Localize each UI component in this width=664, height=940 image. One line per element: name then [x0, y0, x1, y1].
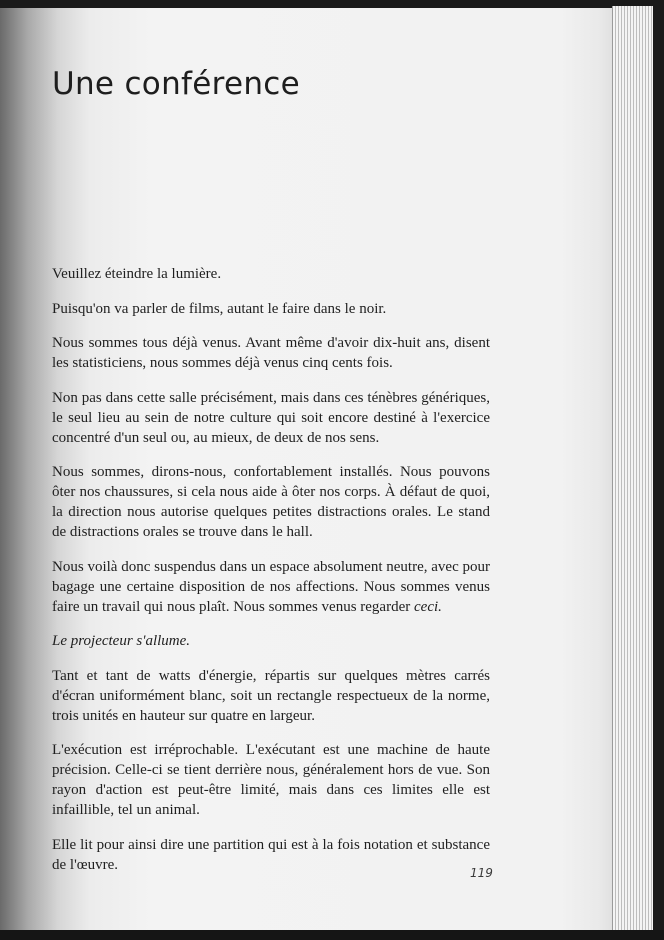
paragraph-2: Puisqu'on va parler de films, autant le faire dans le noir. — [52, 300, 387, 317]
paragraph-3: Nous sommes tous déjà venus. Avant même d'avoir dix-huit ans, disent les statisticiens, nous sommes déjà venus cinq cents fois. — [52, 335, 490, 371]
chapter-title: Une conférence — [52, 66, 301, 102]
page-number: 119 — [470, 866, 493, 880]
page-edges — [612, 6, 653, 930]
paragraph-1: Veuillez éteindre la lumière. — [52, 266, 222, 282]
book-page — [0, 8, 618, 936]
paragraph-8: Tant et tant de watts d'énergie, répartis sur quelques mètres carrés d'écran uniformément blanc, soit un rectangle respectueux de la norme, trois unités en hauteur sur quatre en largeur. — [52, 667, 490, 724]
paragraph-6-text: Nous voilà donc suspendus dans un espace absolument neutre, avec pour bagage une certaine disposition de nos affections. Nous sommes venus faire un travail qui nous plaît. Nous sommes venus regarder — [52, 558, 490, 615]
scan-border — [0, 930, 664, 940]
paragraph-6 — [52, 557, 490, 617]
stage-direction: Le projecteur s'allume. — [52, 633, 191, 649]
paragraph-5: Nous sommes, dirons-nous, confortablement installés. Nous pouvons ôter nos chaussures, si cela nous aide à ôter nos corps. À défaut de quoi, la direction nous autorise quelques petites distractions orales. Le stand de distractions orales se trouve dans le hall. — [52, 464, 490, 540]
paragraph-9: L'exécution est irréprochable. L'exécutant est une machine de haute précision. Celle-ci se tient derrière nous, généralement hors de vue. Son rayon d'action est peut-être limité, mais dans ces limites elle est infaillible, tel un animal. — [52, 742, 490, 818]
paragraph-10: Elle lit pour ainsi dire une partition qui est à la fois notation et substance de l'œuvre. — [52, 836, 490, 873]
paragraph-6-italic: ceci. — [414, 598, 442, 615]
paragraph-4: Non pas dans cette salle précisément, mais dans ces ténèbres génériques, le seul lieu au sein de notre culture qui soit encore destiné à l'exercice concentré d'un seul ou, au mieux, de deux de nos sens. — [52, 389, 490, 446]
body-text — [52, 264, 490, 889]
